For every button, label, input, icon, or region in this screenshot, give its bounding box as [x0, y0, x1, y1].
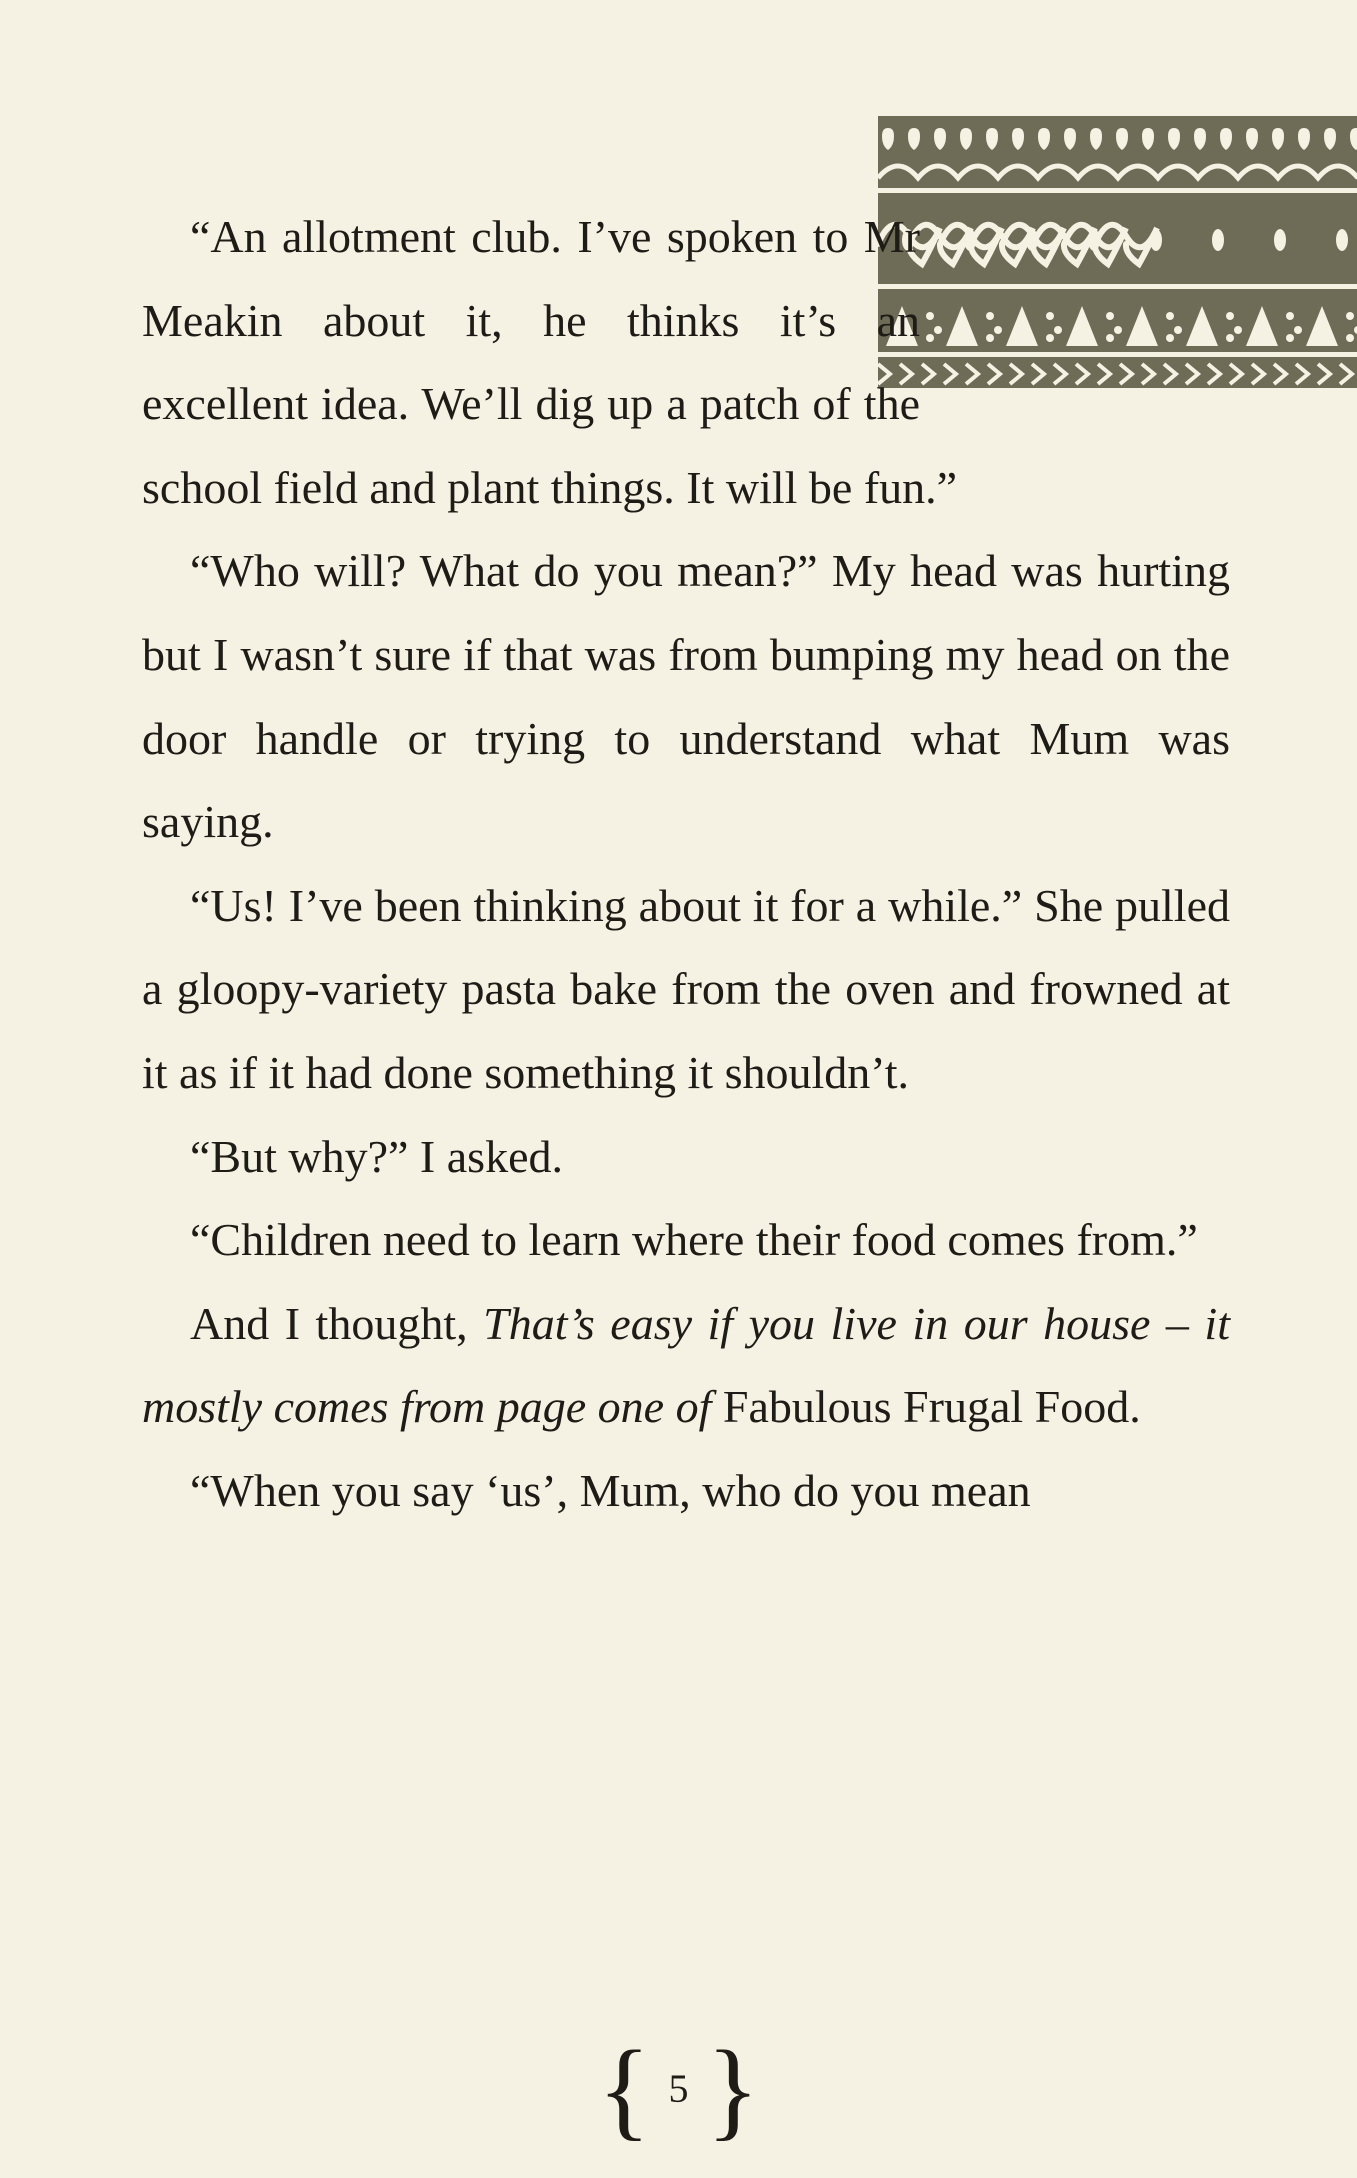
- paragraph-5: “Children need to learn where their food comes from.”: [190, 1214, 1198, 1266]
- left-brace-icon: {: [597, 2028, 651, 2150]
- page-folio: [0, 2000, 1357, 2178]
- paragraph-7: “When you say ‘us’, Mum, who do you mean: [190, 1464, 1031, 1516]
- ornament-text-wrap-spacer: [920, 195, 1230, 425]
- paragraph-6-italic: That’s easy if you live in our house – it mostly comes from page one of: [142, 1297, 1230, 1433]
- paragraph-6-start: And I thought,: [190, 1297, 484, 1349]
- paragraph-6-end: Fabulous Frugal Food.: [711, 1381, 1141, 1433]
- paragraph-2: “Who will? What do you mean?” My head was hurting but I wasn’t sure if that was from bumping my head on the door handle or trying to understand what Mum was saying.: [142, 545, 1230, 848]
- paragraph-1: “An allotment club. I’ve spoken to Mr Meakin about it, he thinks it’s an excellent idea. We’ll dig up a patch of the school field and plant things. It will be fun.”: [142, 211, 958, 513]
- page-number: 5: [668, 2066, 689, 2111]
- paragraph-4: “But why?” I asked.: [190, 1130, 563, 1182]
- paragraph-3: “Us! I’ve been thinking about it for a while.” She pulled a gloopy-variety pasta bake from the oven and frowned at it as if it had done something it shouldn’t.: [142, 879, 1230, 1098]
- right-brace-icon: }: [706, 2028, 760, 2150]
- body-text: [142, 195, 1230, 1533]
- paragraph-6: [142, 1282, 1230, 1449]
